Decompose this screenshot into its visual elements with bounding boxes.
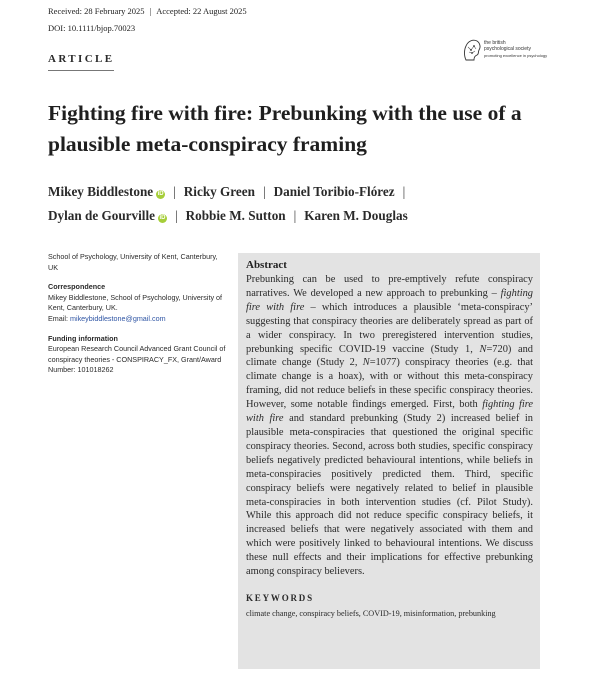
author-name[interactable]: Daniel Toribio-Flórez	[273, 184, 395, 199]
bps-logo-text: the british psychological society promoting excellence in psychology	[484, 40, 548, 58]
correspondence-text: Mikey Biddlestone, School of Psychology, University of Kent, Canterbury, UK.	[48, 292, 223, 313]
author-name[interactable]: Mikey Biddlestone iD	[48, 184, 164, 199]
orcid-icon[interactable]: iD	[157, 191, 164, 197]
keywords-list: climate change, conspiracy beliefs, COVID-19, misinformation, prebunking	[246, 608, 496, 618]
article-type-label: ARTICLE	[48, 53, 115, 65]
article-title: Fighting fire with fire: Prebunking with the use of a plausible meta-conspiracy framing	[48, 101, 522, 156]
author-separator: |	[293, 208, 297, 223]
article-label-divider	[48, 70, 114, 71]
article-sidebar	[48, 252, 228, 385]
bps-head-icon	[462, 38, 482, 62]
funding-text: European Research Council Advanced Grant Council of conspiracy theories - CONSPIRACY_FX, Grant/Award Number: 101018262	[48, 344, 226, 375]
email-link[interactable]: mikeybiddlestone@gmail.com	[69, 313, 166, 323]
author-separator: |	[173, 184, 176, 199]
author-name[interactable]: Dylan de Gourville iD	[48, 208, 166, 223]
author-list	[48, 180, 548, 228]
keywords-heading: KEYWORDS	[246, 592, 314, 603]
received-date: Received: 28 February 2025	[48, 6, 145, 16]
date-separator: |	[149, 6, 152, 16]
email-label: Email:	[48, 313, 68, 323]
author-name[interactable]: Robbie M. Sutton	[185, 208, 286, 223]
author-separator: |	[402, 184, 406, 199]
abstract-heading: Abstract	[246, 259, 287, 271]
correspondence	[48, 282, 228, 324]
email-line	[48, 314, 228, 325]
correspondence-heading: Correspondence	[48, 282, 106, 292]
abstract-panel	[238, 253, 540, 669]
doi[interactable]: DOI: 10.1111/bjop.70023	[48, 23, 136, 33]
submission-dates	[48, 6, 247, 16]
funding-heading: Funding information	[48, 333, 118, 343]
orcid-icon[interactable]: iD	[159, 215, 166, 221]
abstract-text: Prebunking can be used to pre-emptively refute conspiracy narratives. We developed a new approach to prebunking – fighting fire with fire – which introduces a plausible ‘meta-conspiracy’ suggesting that conspiracy theories are deliberately spread as part of a wider conspiracy. In two preregistered intervention studies, prebunking specific COVID-19 vaccine (Study 1, N=720) and climate change (Study 2, N=1077) conspiracy theories (e.g. that climate change is a hoax), with or without this meta-conspiracy framing, did not reduce beliefs in these specific conspiracy theories. However, some notable findings emerged. First, both fighting fire with fire and standard prebunking (Study 2) increased belief in plausible meta-conspiracies that questioned the original specific conspiracy theories. Second, across both studies, specific conspiracy beliefs negatively predicted behavioural intentions, while beliefs in meta-conspiracies positively predicted them. Third, specific conspiracy beliefs were negatively related to belief in plausible meta-conspiracies in both intervention studies (cf. Pilot Study). While this approach did not reduce specific conspiracy beliefs, it increased beliefs that were negatively associated with them and which were positively linked to behavioural intentions. We discuss these null effects and their implications for effective prebunking among conspiracy believers.	[246, 274, 534, 578]
bps-logo	[462, 36, 554, 66]
affiliation: School of Psychology, University of Kent, Canterbury, UK	[48, 252, 218, 272]
author-name[interactable]: Ricky Green	[183, 184, 255, 199]
author-separator: |	[174, 208, 178, 223]
funding	[48, 334, 228, 376]
author-name[interactable]: Karen M. Douglas	[304, 208, 408, 223]
accepted-date: Accepted: 22 August 2025	[156, 6, 247, 16]
author-separator: |	[262, 184, 266, 199]
